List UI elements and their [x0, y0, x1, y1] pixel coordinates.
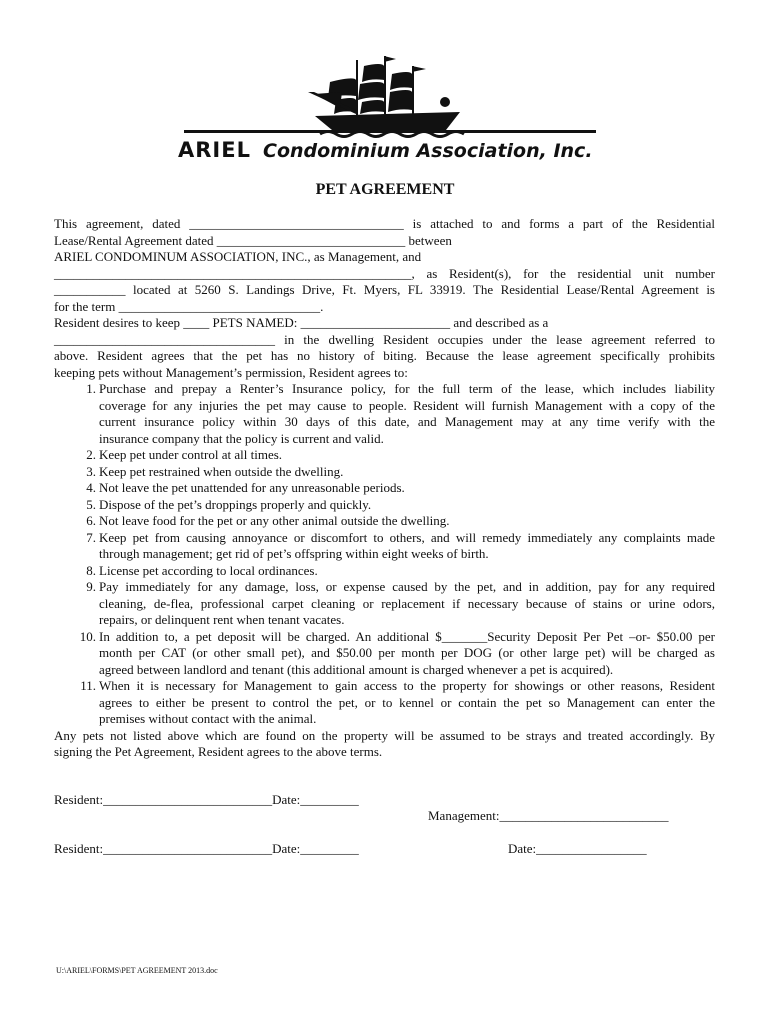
list-item [54, 629, 715, 679]
list-item [54, 447, 715, 464]
intro-line: _______________________________________________________, as Resident(s), for the residential unit number [54, 265, 715, 281]
list-line: Purchase and prepay a Renter’s Insurance policy, for the full term of the lease, which includes liability [99, 381, 715, 396]
intro-line: keeping pets without Management’s permission, Resident agrees to: [54, 364, 408, 380]
list-line: In addition to, a pet deposit will be charged. An additional $_______Security Deposit Per Pet –or- $50.00 per [99, 628, 715, 644]
list-line: coverage for any injuries the pet may cause to people. Resident will furnish Management with a copy of the [99, 397, 715, 413]
list-item [54, 464, 715, 481]
list-item [54, 563, 715, 580]
file-path-footer: U:\ARIEL\FORMS\PET AGREEMENT 2013.doc [56, 966, 218, 975]
list-number: 8. [86, 562, 96, 578]
association-name: Condominium Association, Inc. [263, 140, 593, 162]
resident-signature-line-2: Resident:__________________________Date:_________ [54, 841, 359, 856]
intro-line: Lease/Rental Agreement dated _____________________________ between [54, 232, 452, 248]
list-number: 6. [86, 513, 96, 528]
list-item [54, 381, 715, 447]
page-title: PET AGREEMENT [315, 181, 455, 198]
list-line: premises without contact with the animal. [99, 711, 317, 726]
list-number: 10. [79, 628, 96, 644]
intro-line: for the term _______________________________. [54, 298, 324, 314]
list-item [54, 678, 715, 728]
list-line: Pay immediately for any damage, loss, or expense caused by the pet, and in addition, pay for any required [99, 579, 715, 594]
association-wordmark [178, 138, 618, 162]
list-line: through management; get rid of pet’s offspring within eight weeks of birth. [99, 546, 489, 561]
closing-line: signing the Pet Agreement, Resident agrees to the above terms. [54, 744, 383, 759]
list-number: 9. [86, 579, 96, 594]
intro-line: __________________________________ in the dwelling Resident occupies under the lease agreement referred to [54, 331, 715, 347]
intro-line: Resident desires to keep ____ PETS NAMED: _______________________ and described as a [54, 315, 549, 330]
list-line: Keep pet under control at all times. [99, 447, 283, 462]
closing-line: Any pets not listed above which are found on the property will be assumed to be strays and treated accordingly. By [54, 727, 715, 743]
list-line: License pet according to local ordinances. [99, 562, 318, 578]
list-number: 3. [86, 463, 96, 479]
list-line: agreed between landlord and tenant (this additional amount is charged whenever a pet is acquired). [99, 661, 614, 677]
list-item [54, 480, 715, 497]
brand-name: ARIEL [178, 138, 251, 162]
list-item [54, 530, 715, 563]
list-line: cleaning, de-flea, professional carpet cleaning or replacement if necessary because of stains or urine odors, [99, 595, 715, 611]
list-line: month per CAT (or other small pet), and $50.00 per month per DOG (or other large pet) will be charged as [99, 645, 715, 660]
list-number: 4. [86, 480, 96, 495]
intro-line: ___________ located at 5260 S. Landings Drive, Ft. Myers, FL 33919. The Residential Lease/Rental Agreement is [54, 282, 715, 297]
list-line: Dispose of the pet’s droppings properly and quickly. [99, 496, 372, 512]
list-line: insurance company that the policy is current and valid. [99, 430, 384, 446]
list-number: 5. [86, 496, 96, 512]
list-number: 7. [86, 529, 96, 545]
list-line: Keep pet from causing annoyance or discomfort to others, and will remedy immediately any complaints made [99, 529, 715, 545]
list-number: 11. [80, 678, 96, 693]
list-item [54, 513, 715, 530]
list-number: 1. [86, 381, 96, 396]
agreement-body [54, 216, 715, 761]
list-item [54, 579, 715, 629]
intro-line: above. Resident agrees that the pet has no history of biting. Because the lease agreement specifically prohibits [54, 348, 715, 363]
list-line: Keep pet restrained when outside the dwelling. [99, 463, 344, 479]
management-date-line: Date:_________________ [508, 841, 647, 856]
list-item [54, 497, 715, 514]
list-line: Not leave food for the pet or any other animal outside the dwelling. [99, 513, 450, 528]
list-line: When it is necessary for Management to gain access to the property for showings or other reasons, Resident [99, 678, 715, 693]
list-line: agrees to either be present to control the pet, or to kennel or contain the pet so Management can enter the [99, 694, 715, 710]
list-number: 2. [86, 447, 96, 462]
resident-signature-line-1: Resident:__________________________Date:_________ [54, 792, 359, 807]
management-signature-line: Management:__________________________ [428, 808, 669, 823]
intro-line: This agreement, dated _________________________________ is attached to and forms a part of the Residential [54, 216, 715, 231]
list-line: Not leave the pet unattended for any unreasonable periods. [99, 480, 405, 495]
intro-line: ARIEL CONDOMINUM ASSOCIATION, INC., as Management, and [54, 249, 422, 264]
list-line: current insurance policy within 30 days of this date, and Management may at any time verify with the [99, 414, 715, 429]
list-line: repairs, or delinquent rent when tenant vacates. [99, 612, 345, 627]
